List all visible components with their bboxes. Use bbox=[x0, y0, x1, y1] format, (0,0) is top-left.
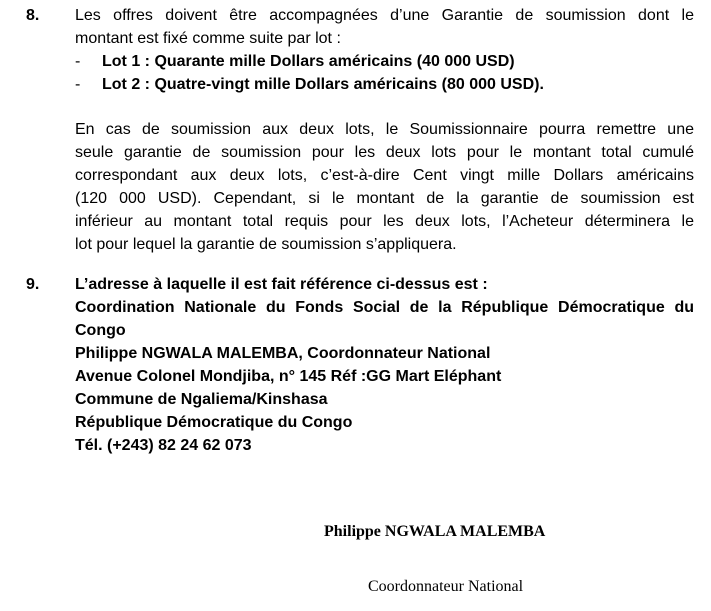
address-line: Congo bbox=[75, 322, 126, 339]
paragraph-line: inférieur au montant total requis pour les deux lots, l’Acheteur déterminera le bbox=[75, 213, 694, 230]
signature-title: Coordonnateur National bbox=[368, 578, 524, 595]
address-line: Tél. (+243) 82 24 62 073 bbox=[75, 437, 252, 454]
bullet-dash: - bbox=[75, 53, 81, 70]
lot-2-text: Lot 2 : Quatre-vingt mille Dollars américains (80 000 USD). bbox=[102, 76, 544, 93]
paragraph-line: seule garantie de soumission pour les deux lots pour le montant total cumulé bbox=[75, 144, 694, 161]
paragraph-line: correspondant aux deux lots, c’est-à-dire Cent vingt mille Dollars américains bbox=[75, 167, 694, 184]
paragraph-line: En cas de soumission aux deux lots, le Soumissionnaire pourra remettre une bbox=[75, 121, 694, 138]
address-line: Avenue Colonel Mondjiba, n° 145 Réf :GG Mart Eléphant bbox=[75, 368, 502, 385]
address-line: République Démocratique du Congo bbox=[75, 414, 353, 431]
signature-name: Philippe NGWALA MALEMBA bbox=[324, 523, 546, 540]
lot-item bbox=[75, 50, 694, 73]
paragraph-line: lot pour lequel la garantie de soumission s’appliquera. bbox=[75, 236, 457, 253]
clause-number: 9. bbox=[26, 276, 40, 293]
clause-8-body bbox=[75, 4, 694, 256]
clause-number: 8. bbox=[26, 7, 40, 24]
lot-item bbox=[75, 73, 694, 96]
clause-8-paragraph bbox=[75, 118, 694, 256]
address-line: Philippe NGWALA MALEMBA, Coordonnateur National bbox=[75, 345, 491, 362]
clause-8-intro-line-2: montant est fixé comme suite par lot : bbox=[75, 30, 341, 47]
address-line: Commune de Ngaliema/Kinshasa bbox=[75, 391, 328, 408]
address-line: Coordination Nationale du Fonds Social de la République Démocratique du bbox=[75, 299, 694, 316]
address-line: L’adresse à laquelle il est fait référence ci-dessus est : bbox=[75, 276, 488, 293]
clause-9-address bbox=[75, 273, 694, 457]
paragraph-line: (120 000 USD). Cependant, si le montant de la garantie de soumission est bbox=[75, 190, 694, 207]
clause-8-intro-line-1: Les offres doivent être accompagnées d’une Garantie de soumission dont le bbox=[75, 7, 694, 24]
bullet-dash: - bbox=[75, 76, 81, 93]
lot-1-text: Lot 1 : Quarante mille Dollars américains (40 000 USD) bbox=[102, 53, 515, 70]
